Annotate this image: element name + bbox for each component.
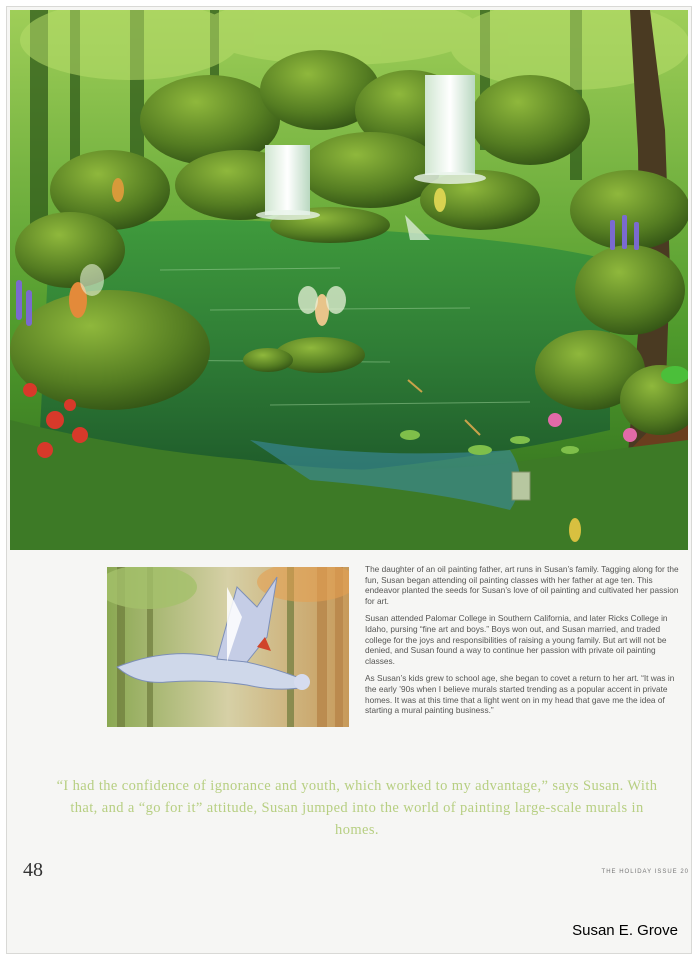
dragon-painting-image	[107, 567, 349, 727]
article-body	[365, 564, 681, 723]
issue-label: THE HOLIDAY ISSUE 20	[601, 869, 689, 875]
article-paragraph: The daughter of an oil painting father, art runs in Susan’s family. Tagging along for the fun, Susan began attending oil painting classes with her father at age ten. This endeavor planted the seeds for Susan’s love of oil painting and cultivated her passion for art.	[365, 564, 679, 606]
pull-quote: “I had the confidence of ignorance and youth, which worked to my advantage,” says Susan. With that, and a “go for it” attitude, Susan jumped into the world of painting large-scale murals in homes.	[56, 778, 658, 838]
forest-mural-image	[10, 10, 688, 550]
page-number: 48	[23, 859, 43, 881]
magazine-page	[6, 6, 692, 954]
article-paragraph: As Susan’s kids grew to school age, she began to covet a return to her art. “It was in the early ’90s when I believe murals started trending as a popular accent in private homes. It was at this time that a light went on in my head that gave me the idea of starting a mural painting business.”	[365, 673, 675, 716]
photo-credit: Susan E. Grove	[572, 922, 678, 939]
article-paragraph: Susan attended Palomar College in Southern California, and later Ricks College in Idaho, pursing “fine art and boys.” Boys won out, and Susan married, and traded college for the joys and responsibilities of raising a young family. But art will not be denied, and Susan found a way to continue her passion with private oil painting classes.	[365, 613, 668, 666]
